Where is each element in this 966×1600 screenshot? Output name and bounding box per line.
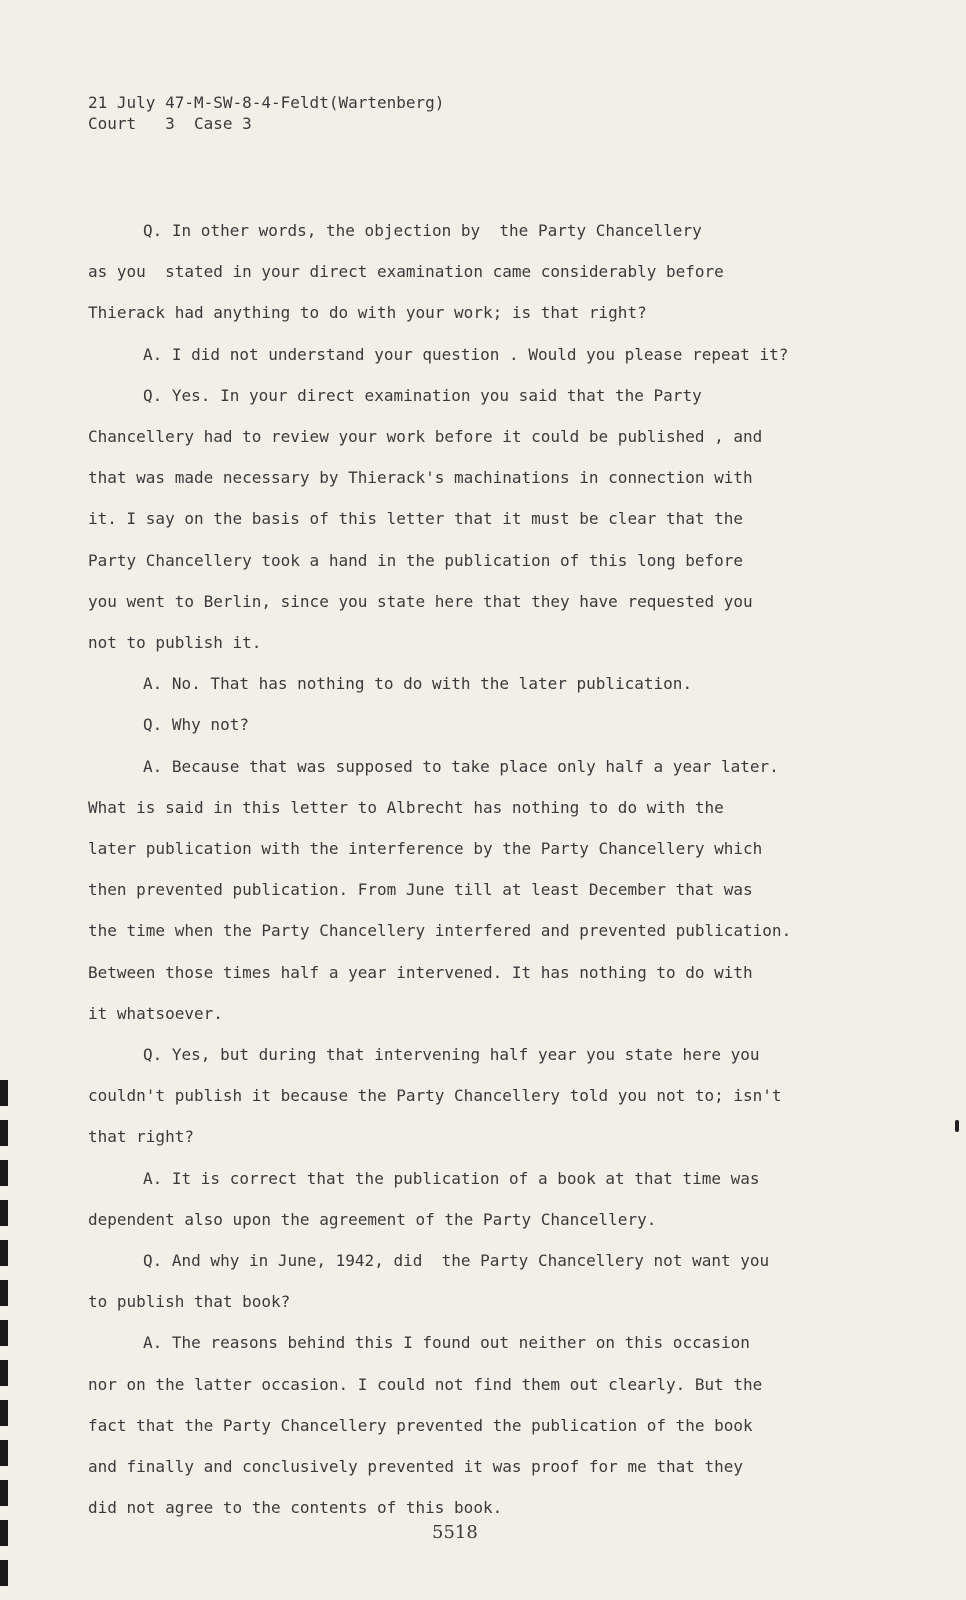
- text-line: not to publish it.: [88, 633, 262, 653]
- text-line: Q. Why not?: [143, 715, 249, 735]
- text-line: Q. And why in June, 1942, did the Party Chancellery not want you: [143, 1251, 770, 1271]
- text-line: then prevented publication. From June till at least December that was: [88, 880, 753, 900]
- text-line: A. Because that was supposed to take place only half a year later.: [143, 756, 779, 776]
- binding-edge: [0, 1080, 8, 1600]
- page-number: 5518: [432, 1522, 478, 1543]
- text-line: fact that the Party Chancellery prevented the publication of the book: [88, 1415, 753, 1435]
- transcript-body: [88, 210, 848, 1529]
- text-line: A. The reasons behind this I found out neither on this occasion: [143, 1333, 750, 1353]
- text-line: later publication with the interference by the Party Chancellery which: [88, 839, 763, 859]
- text-line: did not agree to the contents of this book.: [88, 1498, 503, 1518]
- header-line-2: Court 3 Case 3: [88, 114, 252, 133]
- text-line: that right?: [88, 1127, 194, 1147]
- text-line: to publish that book?: [88, 1292, 291, 1312]
- text-line: that was made necessary by Thierack's machinations in connection with: [88, 468, 753, 488]
- text-line: Party Chancellery took a hand in the publication of this long before: [88, 550, 744, 570]
- text-line: A. It is correct that the publication of a book at that time was: [143, 1168, 760, 1188]
- text-line: A. I did not understand your question . Would you please repeat it?: [143, 344, 789, 364]
- text-line: couldn't publish it because the Party Chancellery told you not to; isn't: [88, 1086, 782, 1106]
- text-line: Thierack had anything to do with your work; is that right?: [88, 303, 647, 323]
- text-line: dependent also upon the agreement of the Party Chancellery.: [88, 1209, 657, 1229]
- text-line: Q. In other words, the objection by the Party Chancellery: [143, 221, 702, 240]
- text-line: Q. Yes, but during that intervening half year you state here you: [143, 1045, 760, 1065]
- text-line: and finally and conclusively prevented it was proof for me that they: [88, 1457, 744, 1477]
- header-line-1: 21 July 47-M-SW-8-4-Feldt(Wartenberg): [88, 93, 445, 112]
- text-line: Q. Yes. In your direct examination you said that the Party: [143, 385, 702, 405]
- text-line: you went to Berlin, since you state here that they have requested you: [88, 591, 753, 611]
- text-line: nor on the latter occasion. I could not find them out clearly. But the: [88, 1374, 763, 1394]
- ink-mark: [955, 1120, 959, 1132]
- document-header: [88, 92, 444, 134]
- text-line: What is said in this letter to Albrecht has nothing to do with the: [88, 797, 724, 817]
- text-line: the time when the Party Chancellery interfered and prevented publication.: [88, 921, 792, 941]
- text-line: it whatsoever.: [88, 1003, 223, 1023]
- text-line: Between those times half a year intervened. It has nothing to do with: [88, 962, 753, 982]
- text-line: it. I say on the basis of this letter that it must be clear that the: [88, 509, 744, 529]
- text-line: A. No. That has nothing to do with the later publication.: [143, 674, 693, 694]
- text-line: as you stated in your direct examination came considerably before: [88, 262, 724, 282]
- text-line: Chancellery had to review your work before it could be published , and: [88, 427, 763, 447]
